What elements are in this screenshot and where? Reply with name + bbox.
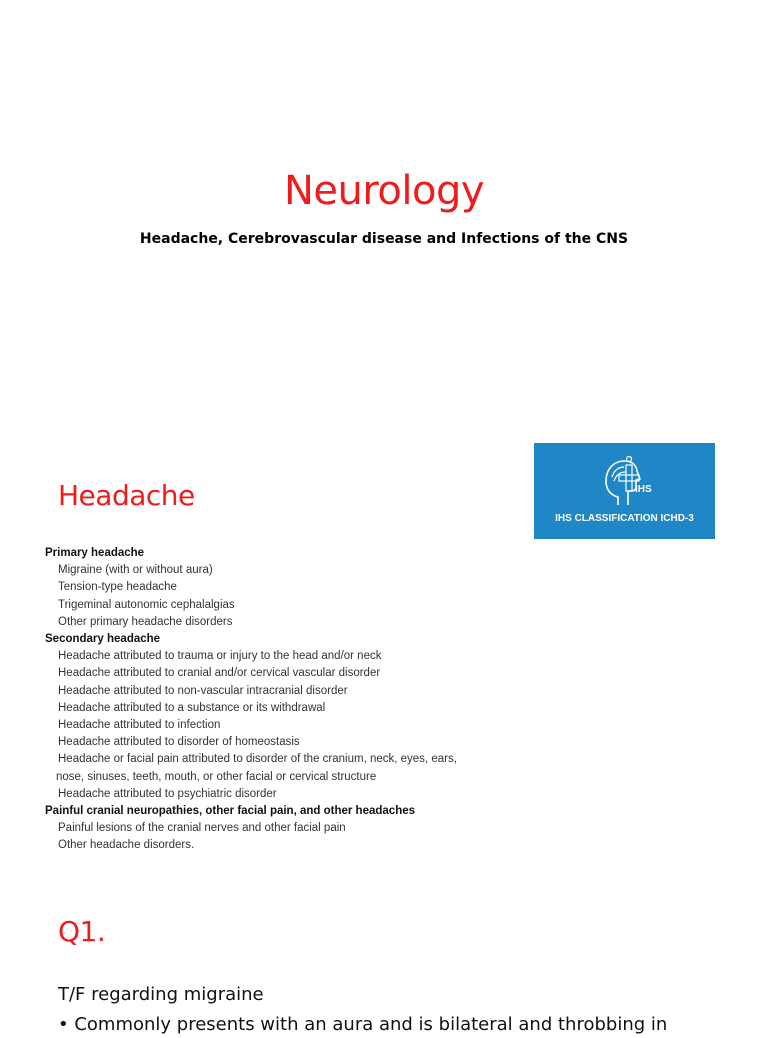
classification-item: Headache attributed to infection	[58, 719, 221, 732]
classification-item: Other headache disorders.	[58, 839, 195, 852]
classification-item: Painful lesions of the cranial nerves and other facial pain	[58, 822, 346, 835]
classification-item: Other primary headache disorders	[58, 615, 233, 628]
classification-group-heading: Secondary headache	[45, 633, 161, 646]
classification-item: Trigeminal autonomic cephalalgias	[58, 598, 235, 611]
ihs-logo-banner	[534, 443, 715, 539]
classification-item: Migraine (with or without aura)	[58, 564, 213, 577]
classification-group-heading: Primary headache	[45, 547, 145, 559]
headache-classification-list	[45, 545, 525, 855]
classification-item: Headache attributed to a substance or its withdrawal	[58, 701, 326, 714]
classification-item: Headache attributed to psychiatric disorder	[58, 787, 277, 800]
section-heading-q1: Q1.	[58, 915, 106, 948]
classification-item: Tension-type headache	[58, 581, 177, 594]
classification-group-heading: Painful cranial neuropathies, other facial pain, and other headaches	[45, 805, 416, 818]
bullet-point: • Commonly presents with an aura and is bilateral and throbbing in	[58, 1014, 668, 1035]
logo-mark-text: IHS	[635, 484, 652, 495]
section-heading-headache: Headache	[58, 479, 195, 512]
classification-item: Headache attributed to disorder of homeostasis	[58, 736, 300, 749]
classification-item: nose, sinuses, teeth, mouth, or other facial or cervical structure	[56, 770, 377, 783]
classification-item: Headache attributed to trauma or injury to the head and/or neck	[58, 650, 382, 663]
question-text: T/F regarding migraine	[58, 984, 264, 1005]
page-subtitle: Headache, Cerebrovascular disease and Infections of the CNS	[139, 231, 629, 247]
classification-item: Headache attributed to cranial and/or cervical vascular disorder	[58, 667, 381, 680]
page-title: Neurology	[283, 168, 485, 214]
classification-item: Headache attributed to non-vascular intracranial disorder	[58, 684, 348, 697]
logo-caption: IHS CLASSIFICATION ICHD-3	[555, 513, 694, 524]
head-profile-icon	[596, 451, 656, 509]
classification-item: Headache or facial pain attributed to disorder of the cranium, neck, eyes, ears,	[58, 753, 457, 766]
